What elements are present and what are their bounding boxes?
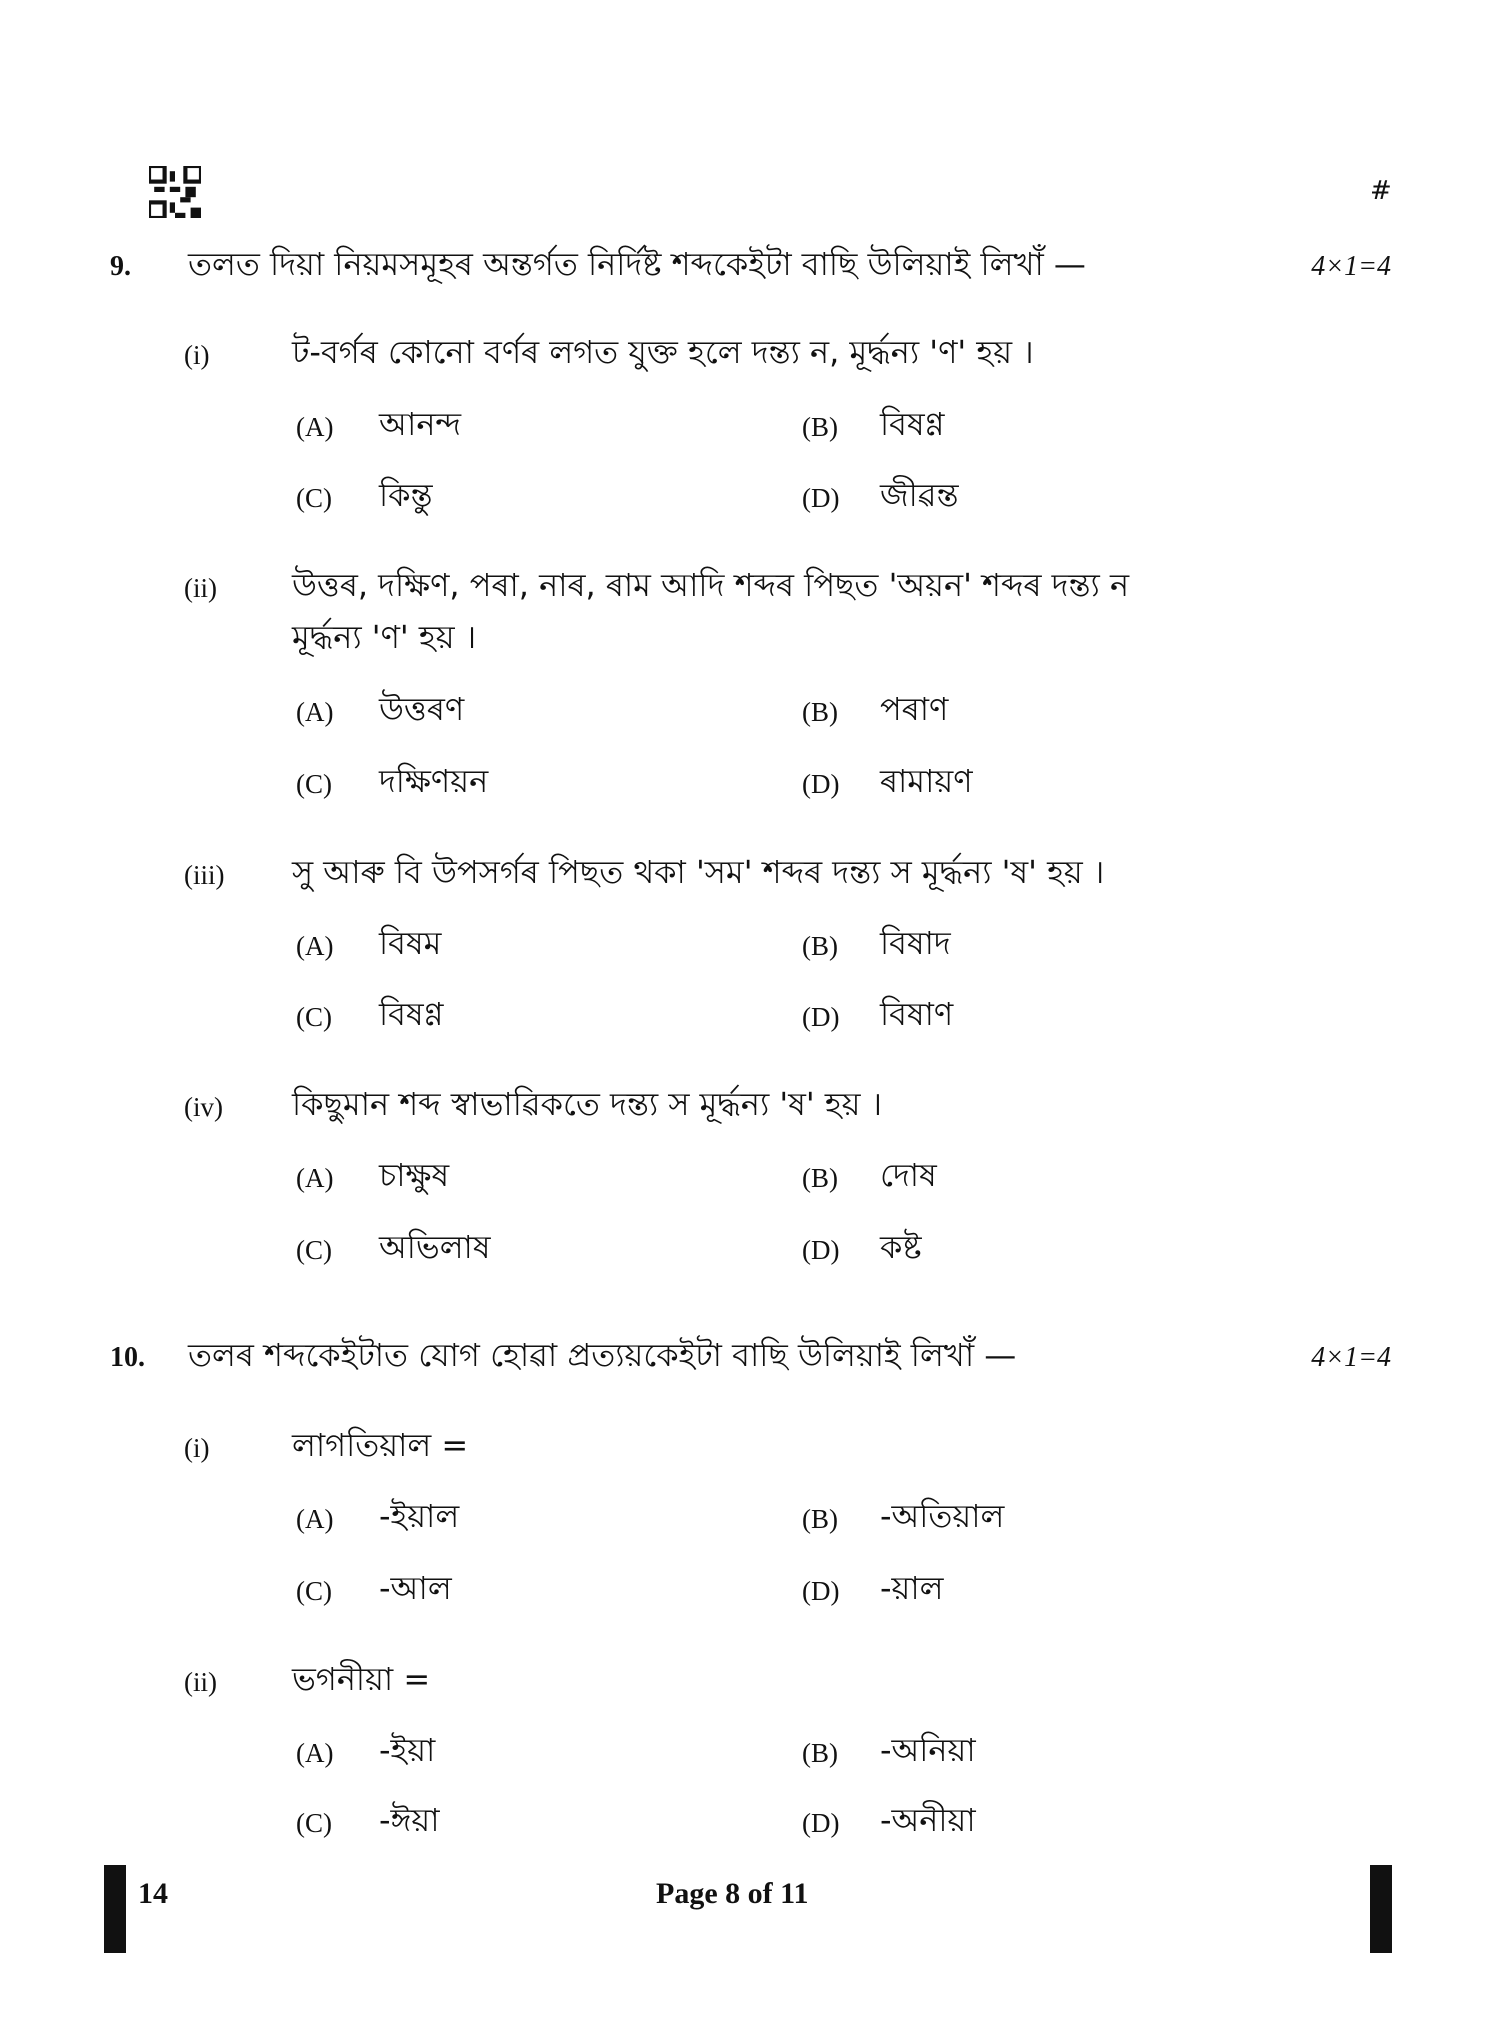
- sub-text: ট-বৰ্গৰ কোনো বৰ্ণৰ লগত যুক্ত হলে দন্ত্য ন, মূৰ্দ্ধন্য 'ণ' হয় ।: [292, 333, 1034, 371]
- option-text: -ইয়া: [379, 1731, 436, 1769]
- sub-text: উত্তৰ, দক্ষিণ, পৰা, নাৰ, ৰাম আদি শব্দৰ পিছত 'অয়ন' শব্দৰ দন্ত্য ন: [292, 566, 1130, 604]
- option-text: পৰাণ: [880, 690, 949, 728]
- option-label: (B): [802, 1738, 838, 1768]
- option-label: (A): [296, 412, 334, 442]
- option-label: (D): [802, 1808, 840, 1838]
- sub-text: সু আৰু বি উপসৰ্গৰ পিছত থকা 'সম' শব্দৰ দন্ত্য স মূৰ্দ্ধন্য 'ষ' হয় ।: [292, 853, 1105, 891]
- option-label: (B): [802, 1163, 838, 1193]
- left-footer-bar: [104, 1865, 126, 1953]
- question-text: তলৰ শব্দকেইটাত যোগ হোৱা প্ৰত্যয়কেইটা বাছি উলিয়াই লিখাঁ —: [188, 1336, 1017, 1374]
- option-text: -ঈয়া: [379, 1801, 440, 1839]
- option-text: আনন্দ: [379, 405, 462, 443]
- option-text: বিষণ্ণ: [880, 405, 945, 443]
- sub-label: (ii): [184, 1667, 217, 1697]
- option-text: -অনীয়া: [880, 1801, 976, 1839]
- option-label: (B): [802, 1504, 838, 1534]
- option-text: জীৱন্ত: [880, 476, 959, 514]
- option-text: বিষণ্ণ: [379, 995, 444, 1033]
- option-label: (D): [802, 769, 840, 799]
- option-label: (B): [802, 412, 838, 442]
- option-label: (C): [296, 483, 332, 513]
- option-text: চাক্ষুষ: [379, 1156, 450, 1194]
- option-label: (D): [802, 483, 840, 513]
- option-label: (A): [296, 931, 334, 961]
- sub-label: (i): [184, 1433, 210, 1463]
- option-label: (D): [802, 1576, 840, 1606]
- option-label: (B): [802, 697, 838, 727]
- option-text: কিন্তু: [379, 476, 433, 514]
- option-label: (A): [296, 1738, 334, 1768]
- option-text: ৰামায়ণ: [880, 762, 973, 800]
- option-label: (D): [802, 1235, 840, 1265]
- option-text: -অতিয়াল: [880, 1497, 1005, 1535]
- sub-label: (iv): [184, 1092, 223, 1122]
- question-number: 9.: [110, 251, 131, 282]
- paper-code: 14: [138, 1877, 168, 1910]
- option-text: -আল: [379, 1569, 452, 1607]
- sub-label: (i): [184, 340, 210, 370]
- option-label: (C): [296, 1235, 332, 1265]
- option-label: (C): [296, 1808, 332, 1838]
- sub-text: লাগতিয়াল =: [292, 1426, 469, 1464]
- question-marks: 4×1=4: [1311, 251, 1391, 282]
- sub-label: (ii): [184, 573, 217, 603]
- sub-text-continued: মূৰ্দ্ধন্য 'ণ' হয় ।: [292, 618, 477, 656]
- sub-text: কিছুমান শব্দ স্বাভাৱিকতে দন্ত্য স মূৰ্দ্ধন্য 'ষ' হয় ।: [292, 1085, 883, 1123]
- option-label: (C): [296, 1576, 332, 1606]
- right-footer-bar: [1370, 1865, 1392, 1953]
- sub-label: (iii): [184, 860, 225, 890]
- corner-mark: #: [1370, 176, 1392, 206]
- option-label: (A): [296, 1504, 334, 1534]
- question-marks: 4×1=4: [1311, 1342, 1391, 1373]
- option-text: বিষাণ: [880, 995, 954, 1033]
- option-text: অভিলাষ: [379, 1228, 491, 1266]
- question-text: তলত দিয়া নিয়মসমূহৰ অন্তৰ্গত নিৰ্দিষ্ট শব্দকেইটা বাছি উলিয়াই লিখাঁ —: [188, 245, 1086, 283]
- option-text: বিষম: [379, 924, 442, 962]
- option-text: -য়াল: [880, 1569, 944, 1607]
- option-label: (B): [802, 931, 838, 961]
- option-label: (C): [296, 769, 332, 799]
- option-text: -অনিয়া: [880, 1731, 976, 1769]
- qr-code-icon: [149, 166, 201, 218]
- option-label: (C): [296, 1002, 332, 1032]
- option-text: দক্ষিণয়ন: [379, 762, 489, 800]
- option-text: দোষ: [880, 1156, 937, 1194]
- sub-text: ভগনীয়া =: [292, 1660, 431, 1698]
- option-text: উত্তৰণ: [379, 690, 465, 728]
- option-text: বিষাদ: [880, 924, 951, 962]
- page-number: Page 8 of 11: [656, 1877, 809, 1910]
- option-label: (A): [296, 1163, 334, 1193]
- option-label: (D): [802, 1002, 840, 1032]
- question-number: 10.: [110, 1342, 145, 1373]
- option-text: কষ্ট: [880, 1228, 922, 1266]
- option-label: (A): [296, 697, 334, 727]
- option-text: -ইয়াল: [379, 1497, 460, 1535]
